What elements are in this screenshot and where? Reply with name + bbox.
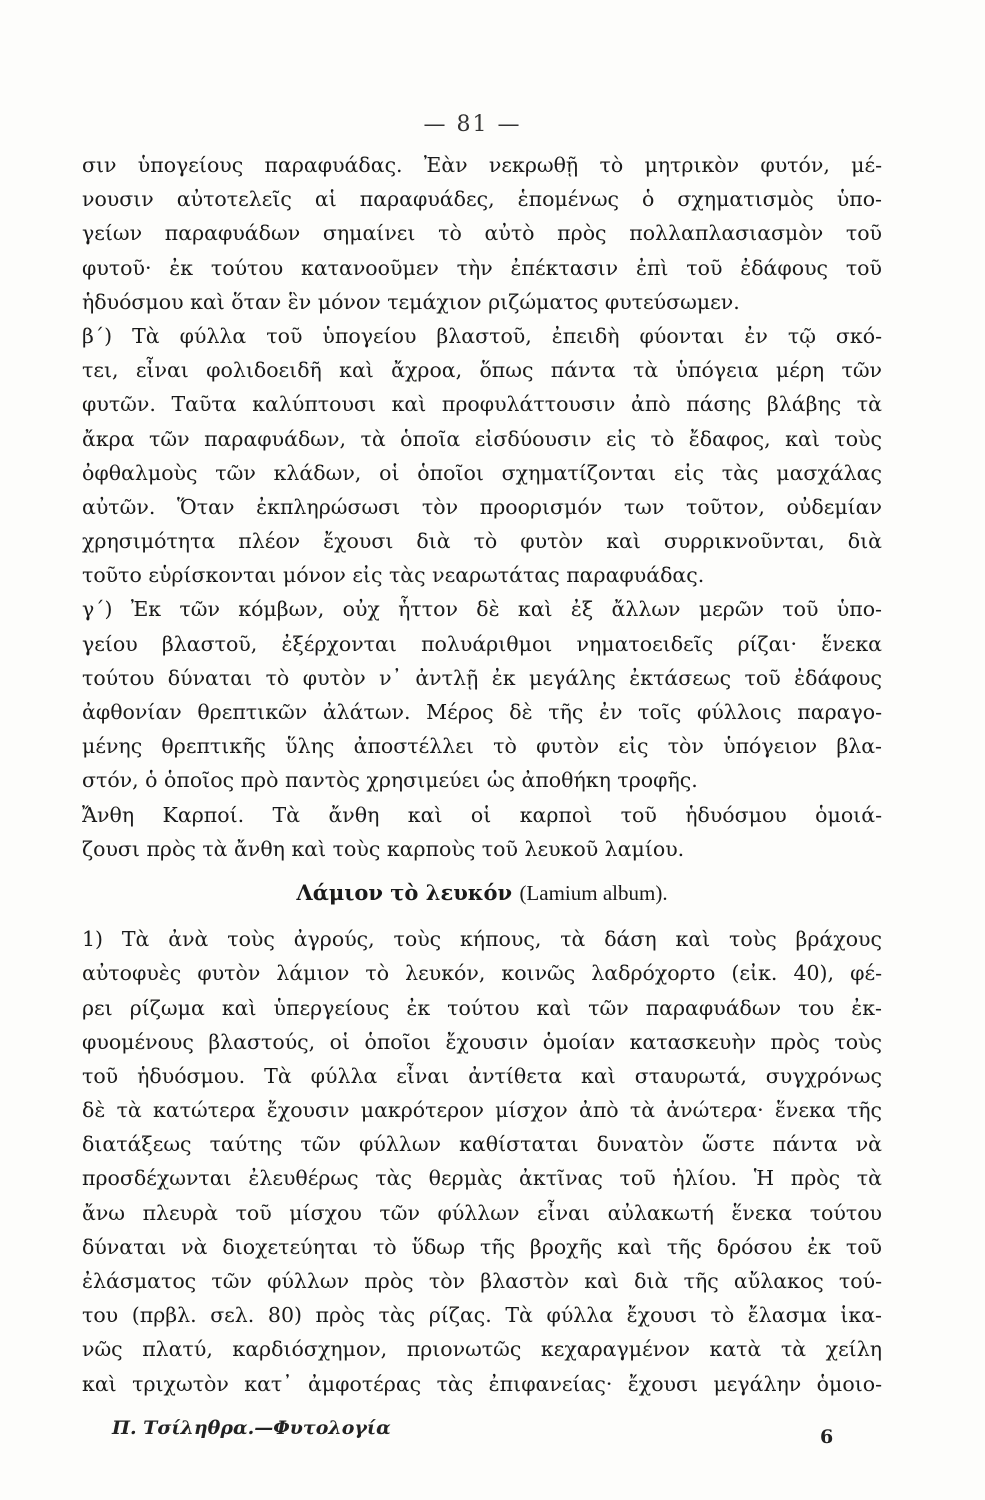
- text-line: β΄) Τὰ φύλλα τοῦ ὑπογείου βλαστοῦ, ἐπειδὴ φύονται ἐν τῷ σκό-: [82, 323, 882, 348]
- text-line: φυτῶν. Ταῦτα καλύπτουσι καὶ προφυλάττουσιν ἀπὸ πάσης βλάβης τὰ: [82, 392, 882, 417]
- text-line: φυτοῦ· ἐκ τούτου κατανοοῦμεν τὴν ἐπέκτασιν ἐπὶ τοῦ ἐδάφους τοῦ: [82, 255, 882, 280]
- text-line: νῶς πλατύ, καρδιόσχημον, πριονωτῶς κεχαραγμένον κατὰ τὰ χείλη: [82, 1337, 882, 1362]
- body-text: [82, 148, 882, 1401]
- text-line: τούτου δύναται τὸ φυτὸν ν᾽ ἀντλῇ ἐκ μεγάλης ἐκτάσεως τοῦ ἐδάφους: [82, 665, 882, 690]
- text-line: γ΄) Ἐκ τῶν κόμβων, οὐχ ἧττον δὲ καὶ ἐξ ἄλλων μερῶν τοῦ ὑπο-: [82, 597, 882, 622]
- text-line: ζουσι πρὸς τὰ ἄνθη καὶ τοὺς καρποὺς τοῦ λευκοῦ λαμίου.: [82, 836, 685, 861]
- text-line: δὲ τὰ κατώτερα ἔχουσιν μακρότερον μίσχον ἀπὸ τὰ ἀνώτερα· ἕνεκα τῆς: [82, 1098, 882, 1123]
- text-line: ὀφθαλμοὺς τῶν κλάδων, οἱ ὁποῖοι σχηματίζονται εἰς τὰς μασχάλας: [82, 460, 882, 485]
- text-line: νουσιν αὐτοτελεῖς αἱ παραφυάδες, ἑπομένως ὁ σχηματισμὸς ὑπο-: [82, 187, 882, 212]
- text-line: του (πρβλ. σελ. 80) πρὸς τὰς ρίζας. Τὰ φύλλα ἔχουσι τὸ ἔλασμα ἱκα-: [82, 1303, 882, 1328]
- text-line: φυομένους βλαστούς, οἱ ὁποῖοι ἔχουσιν ὁμοίαν κατασκευὴν πρὸς τοὺς: [82, 1029, 882, 1054]
- text-line: γείων παραφυάδων σημαίνει τὸ αὐτὸ πρὸς πολλαπλασιασμὸν τοῦ: [82, 221, 882, 246]
- text-line: ἡδυόσμου καὶ ὅταν ἓν μόνον τεμάχιον ριζώματος φυτεύσωμεν.: [82, 289, 740, 314]
- section-heading-greek: Λάμιον τὸ λευκόν: [296, 879, 513, 905]
- text-line: καὶ τριχωτὸν κατ᾽ ἀμφοτέρας τὰς ἐπιφανείας· ἔχουσι μεγάλην ὁμοιο-: [82, 1371, 882, 1396]
- text-line: τοῦτο εὑρίσκονται μόνον εἰς τὰς νεαρωτάτας παραφυάδας.: [82, 563, 705, 588]
- text-line: στόν, ὁ ὁποῖος πρὸ παντὸς χρησιμεύει ὡς ἀποθήκη τροφῆς.: [82, 768, 698, 793]
- section-heading: [82, 876, 882, 910]
- text-line: τει, εἶναι φολιδοειδῆ καὶ ἄχροα, ὅπως πάντα τὰ ὑπόγεια μέρη τῶν: [82, 358, 882, 383]
- text-line: αὐτοφυὲς φυτὸν λάμιον τὸ λευκόν, κοινῶς λαδρόχορτο (εἰκ. 40), φέ-: [82, 961, 882, 986]
- text-line: Ἄνθη Καρποί. Τὰ ἄνθη καὶ οἱ καρποὶ τοῦ ἡδυόσμου ὁμοιά-: [82, 802, 882, 827]
- text-line: ἄνω πλευρὰ τοῦ μίσχου τῶν φύλλων εἶναι αὐλακωτή ἕνεκα τούτου: [82, 1200, 882, 1225]
- text-line: ρει ρίζωμα καὶ ὑπεργείους ἐκ τούτου καὶ τῶν παραφυάδων του ἐκ-: [82, 995, 882, 1020]
- text-line: ἀφθονίαν θρεπτικῶν ἀλάτων. Μέρος δὲ τῆς ἐν τοῖς φύλλοις παραγο-: [82, 700, 882, 724]
- text-line: ἄκρα τῶν παραφυάδων, τὰ ὁποῖα εἰσδύουσιν εἰς τὸ ἔδαφος, καὶ τοὺς: [82, 426, 882, 451]
- text-line: διατάξεως ταύτης τῶν φύλλων καθίσταται δυνατὸν ὥστε πάντα νὰ: [82, 1132, 882, 1157]
- text-line: γείου βλαστοῦ, ἐξέρχονται πολυάριθμοι νηματοειδεῖς ρίζαι· ἕνεκα: [82, 631, 882, 656]
- text-line: δύναται νὰ διοχετεύηται τὸ ὕδωρ τῆς βροχῆς καὶ τῆς δρόσου ἐκ τοῦ: [82, 1234, 882, 1259]
- footer-signature: Π. Τσίληθρα.—Φυτολογία: [112, 1417, 391, 1439]
- text-line: προσδέχωνται ἐλευθέρως τὰς θερμὰς ἀκτῖνας τοῦ ἡλίου. Ἡ πρὸς τὰ: [82, 1166, 882, 1191]
- section-heading-latin: (Lamium album).: [519, 880, 668, 905]
- text-line: 1) Τὰ ἀνὰ τοὺς ἀγρούς, τοὺς κήπους, τὰ δάση καὶ τοὺς βράχους: [82, 927, 882, 952]
- text-line: τοῦ ἡδυόσμου. Τὰ φύλλα εἶναι ἀντίθετα καὶ σταυρωτά, συγχρόνως: [82, 1063, 882, 1088]
- signature-mark: 6: [820, 1426, 834, 1448]
- text-line: χρησιμότητα πλέον ἔχουσι διὰ τὸ φυτὸν καὶ συρρικνοῦνται, διὰ: [82, 529, 882, 554]
- text-line: ἐλάσματος τῶν φύλλων πρὸς τὸν βλαστὸν καὶ διὰ τῆς αὔλακος τού-: [82, 1269, 882, 1293]
- text-line: αὐτῶν. Ὅταν ἐκπληρώσωσι τὸν προορισμόν των τοῦτον, οὐδεμίαν: [82, 494, 882, 519]
- text-line: σιν ὑπογείους παραφυάδας. Ἐὰν νεκρωθῇ τὸ μητρικὸν φυτόν, μέ-: [82, 153, 882, 177]
- text-line: μένης θρεπτικῆς ὕλης ἀποστέλλει τὸ φυτὸν εἰς τὸν ὑπόγειον βλα-: [82, 734, 882, 759]
- page-number: — 81 —: [423, 112, 522, 137]
